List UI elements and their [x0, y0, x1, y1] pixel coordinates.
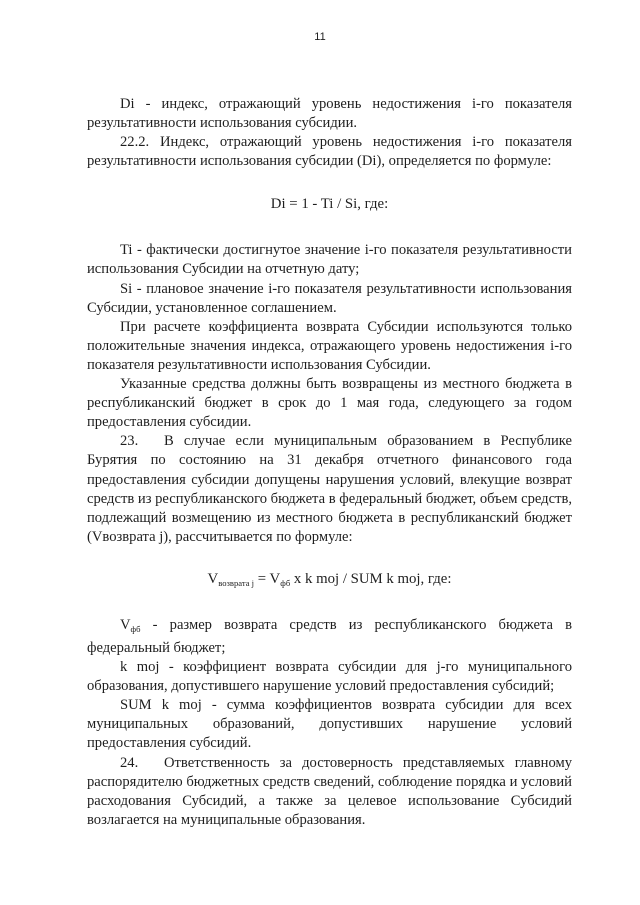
page-number: 11 — [314, 31, 326, 43]
paragraph-23 — [87, 432, 572, 547]
paragraph-24 — [87, 754, 572, 830]
paragraph-23-text: В случае если муниципальным образованием в Республике Бурятия по состоянию на 31 декабря отчетного финансового года предоставления субсидии допущены нарушения условий, влекущие возврат средств из республиканского бюджета в федеральный бюджет, объем средств, подлежащий возмещению из местного бюджета в республиканский бюджет (Vвозврата j), рассчитывается по формуле: — [87, 433, 572, 545]
item-number-24: 24. — [120, 754, 139, 771]
paragraph-si-definition: Si - плановое значение i-го показателя результативности использования Субсидии, установленное соглашением. — [87, 280, 572, 316]
subscript-fb: фб — [280, 577, 291, 588]
paragraph-di-definition: Di - индекс, отражающий уровень недостижения i-го показателя результативности использования субсидии. — [87, 96, 572, 132]
paragraph-coefficient-rule: При расчете коэффициента возврата Субсидии используются только положительные значения индекса, отражающего уровень недостижения i-го показателя результативности использования Субсидии. — [87, 318, 572, 373]
paragraph-22-2: 22.2. Индекс, отражающий уровень недостижения i-го показателя результативности использования субсидии (Di), определяется по формуле: — [87, 134, 572, 170]
paragraph-sum-kmoj-definition: SUM k moj - сумма коэффициентов возврата субсидии для всех муниципальных образований, допустивших нарушение условий предоставления субсидий. — [87, 697, 572, 752]
paragraph-ti-definition: Ti - фактически достигнутое значение i-го показателя результативности использования Субсидии на отчетную дату; — [87, 242, 572, 278]
paragraph-kmoj-definition: k moj - коэффициент возврата субсидии для j-го муниципального образования, допустившего нарушение условий предоставления субсидий; — [87, 659, 572, 695]
item-number-23: 23. — [120, 433, 139, 450]
subscript-return-j: возврата j — [218, 577, 255, 588]
document-body — [87, 95, 572, 830]
paragraph-vfb-definition: $V_{фб}$ - размер возврата средств из республиканского бюджета в федеральный бюджет; — [87, 616, 572, 656]
paragraph-24-text: Ответственность за достоверность представляемых главному распорядителю бюджетных средств сведений, соблюдение порядка и условий расходования Субсидий, а также за целевое использование Субсидий возлагается на муниципальные образования. — [87, 754, 572, 828]
formula-di: Di = 1 - Ti / Si, где: — [270, 196, 389, 213]
paragraph-return-deadline: Указанные средства должны быть возвращены из местного бюджета в республиканский бюджет в срок до 1 мая года, следующего за годом предоставления субсидии. — [87, 376, 572, 431]
formula-v-return: $V_{возврата j} = V_{фб}$ x k moj / SUM k moj, где: — [207, 570, 452, 588]
